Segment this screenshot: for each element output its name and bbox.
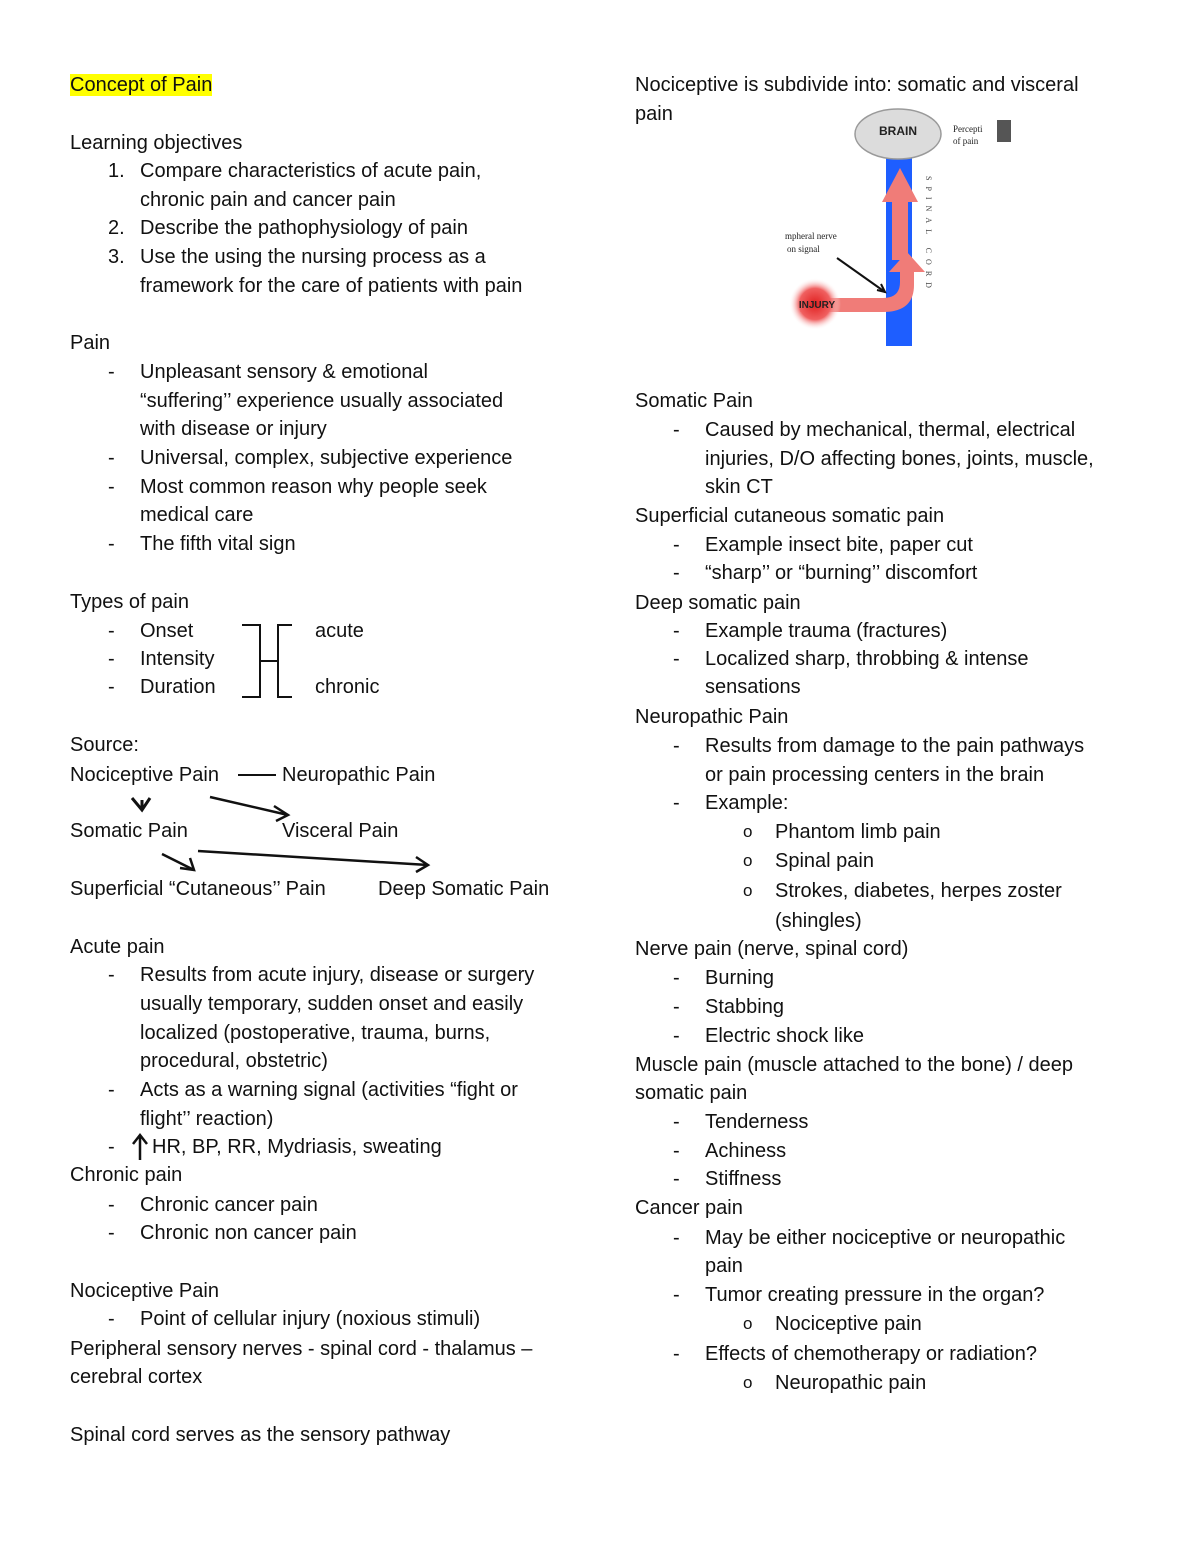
pain-heading: Pain xyxy=(70,332,111,354)
objective-item: 2. Describe the pathophysiology of pain xyxy=(108,217,468,239)
acute-item-cont: procedural, obstetric) xyxy=(140,1050,328,1072)
pain-item-cont: with disease or injury xyxy=(140,418,327,440)
chronic-heading: Chronic pain xyxy=(70,1164,183,1186)
acute-item-cont: flight’’ reaction) xyxy=(140,1108,274,1130)
acute-item-cont: localized (postoperative, trauma, burns, xyxy=(140,1022,491,1044)
nociceptive-item: - Point of cellular injury (noxious stimuli) xyxy=(108,1308,481,1330)
nerve-heading: Nerve pain (nerve, spinal cord) xyxy=(635,938,909,960)
somatic-item: - Caused by mechanical, thermal, electrical xyxy=(673,419,1076,441)
cancer-sub-item: o Neuropathic pain xyxy=(743,1372,927,1394)
chronic-item: - Chronic cancer pain xyxy=(108,1194,318,1216)
nerve-signal-label-2: on signal xyxy=(787,244,820,254)
source-somatic: Somatic Pain xyxy=(70,820,188,842)
objective-item-cont: framework for the care of patients with pain xyxy=(140,275,523,297)
source-nociceptive: Nociceptive Pain xyxy=(70,764,219,786)
pain-item-cont: medical care xyxy=(140,504,254,526)
pathway-line: Peripheral sensory nerves - spinal cord - thalamus – xyxy=(70,1338,533,1360)
types-heading: Types of pain xyxy=(70,591,189,613)
pathway-line: cerebral cortex xyxy=(70,1366,203,1388)
pain-item: - Unpleasant sensory & emotional xyxy=(108,361,428,383)
types-item: - Intensity xyxy=(108,648,215,670)
types-result-chronic: chronic xyxy=(315,676,380,698)
muscle-item: - Achiness xyxy=(673,1140,787,1162)
types-result-acute: acute xyxy=(315,620,364,642)
acute-heading: Acute pain xyxy=(70,936,165,958)
objective-item: 1. Compare characteristics of acute pain, xyxy=(108,160,482,182)
nociceptive-heading: Nociceptive Pain xyxy=(70,1280,219,1302)
cancer-item: - Tumor creating pressure in the organ? xyxy=(673,1284,1045,1306)
perception-icon xyxy=(997,120,1011,142)
cancer-sub-item: o Nociceptive pain xyxy=(743,1313,922,1335)
somatic-item-cont: skin CT xyxy=(705,476,773,498)
cancer-item-cont: pain xyxy=(705,1255,743,1277)
deep-heading: Deep somatic pain xyxy=(635,592,801,614)
nerve-item: - Stabbing xyxy=(673,996,784,1018)
superficial-item: - “sharp’’ or “burning’’ discomfort xyxy=(673,562,978,584)
perception-label-2: of pain xyxy=(953,136,979,146)
source-arrows-diagram xyxy=(70,762,450,872)
deep-item: - Localized sharp, throbbing & intense xyxy=(673,648,1029,670)
neuropathic-item: - Results from damage to the pain pathways xyxy=(673,735,1085,757)
somatic-heading: Somatic Pain xyxy=(635,390,753,412)
source-deep-somatic: Deep Somatic Pain xyxy=(378,878,550,900)
neuropathic-item-cont: or pain processing centers in the brain xyxy=(705,764,1045,786)
acute-item: - Acts as a warning signal (activities “fight or xyxy=(108,1079,518,1101)
source-superficial: Superficial “Cutaneous’’ Pain xyxy=(70,878,326,900)
somatic-item-cont: injuries, D/O affecting bones, joints, muscle, xyxy=(705,448,1094,470)
pain-item: - Universal, complex, subjective experience xyxy=(108,447,513,469)
acute-item: - HR, BP, RR, Mydriasis, sweating xyxy=(108,1136,442,1158)
muscle-heading: Muscle pain (muscle attached to the bone) / deep xyxy=(635,1054,1074,1076)
source-heading: Source: xyxy=(70,734,139,756)
muscle-item: - Tenderness xyxy=(673,1111,809,1133)
chronic-item: - Chronic non cancer pain xyxy=(108,1222,357,1244)
arrow-up-icon xyxy=(130,1132,150,1162)
neuropathic-item: - Example: xyxy=(673,792,789,814)
acute-item: - Results from acute injury, disease or surgery xyxy=(108,964,535,986)
types-bracket-diagram xyxy=(240,622,300,702)
page-title: Concept of Pain xyxy=(70,74,213,96)
cancer-item: - May be either nociceptive or neuropathic xyxy=(673,1227,1066,1249)
cancer-heading: Cancer pain xyxy=(635,1197,743,1219)
pain-item-cont: “suffering’’ experience usually associated xyxy=(140,390,504,412)
source-neuropathic: Neuropathic Pain xyxy=(282,764,436,786)
objectives-heading: Learning objectives xyxy=(70,132,243,154)
neuropathic-example: o Phantom limb pain xyxy=(743,821,941,843)
types-item: - Onset xyxy=(108,620,194,642)
spinal-cord-label: SPINAL CORD xyxy=(924,176,933,294)
types-item: - Duration xyxy=(108,676,216,698)
brain-label: BRAIN xyxy=(879,124,917,138)
superficial-item: - Example insect bite, paper cut xyxy=(673,534,973,556)
intro-line: pain xyxy=(635,103,673,125)
neuropathic-example-cont: (shingles) xyxy=(775,910,862,932)
intro-line: Nociceptive is subdivide into: somatic and visceral xyxy=(635,74,1079,96)
nerve-item: - Electric shock like xyxy=(673,1025,864,1047)
pain-item: - The fifth vital sign xyxy=(108,533,296,555)
deep-item: - Example trauma (fractures) xyxy=(673,620,948,642)
perception-label-1: Percepti xyxy=(953,124,983,134)
pain-pathway-figure xyxy=(785,110,1025,350)
source-visceral: Visceral Pain xyxy=(282,820,399,842)
objective-item-cont: chronic pain and cancer pain xyxy=(140,189,396,211)
superficial-heading: Superficial cutaneous somatic pain xyxy=(635,505,945,527)
neuropathic-example: o Spinal pain xyxy=(743,850,874,872)
nerve-signal-label-1: mpheral nerve xyxy=(785,231,837,241)
neuropathic-heading: Neuropathic Pain xyxy=(635,706,789,728)
acute-item-cont: usually temporary, sudden onset and easily xyxy=(140,993,524,1015)
muscle-item: - Stiffness xyxy=(673,1168,782,1190)
deep-item-cont: sensations xyxy=(705,676,801,698)
pain-item: - Most common reason why people seek xyxy=(108,476,487,498)
muscle-heading-cont: somatic pain xyxy=(635,1082,748,1104)
neuropathic-example: o Strokes, diabetes, herpes zoster xyxy=(743,880,1062,902)
nerve-item: - Burning xyxy=(673,967,774,989)
objective-item: 3. Use the using the nursing process as a xyxy=(108,246,486,268)
spinal-note: Spinal cord serves as the sensory pathway xyxy=(70,1424,451,1446)
injury-label: INJURY xyxy=(798,300,836,311)
cancer-item: - Effects of chemotherapy or radiation? xyxy=(673,1343,1038,1365)
